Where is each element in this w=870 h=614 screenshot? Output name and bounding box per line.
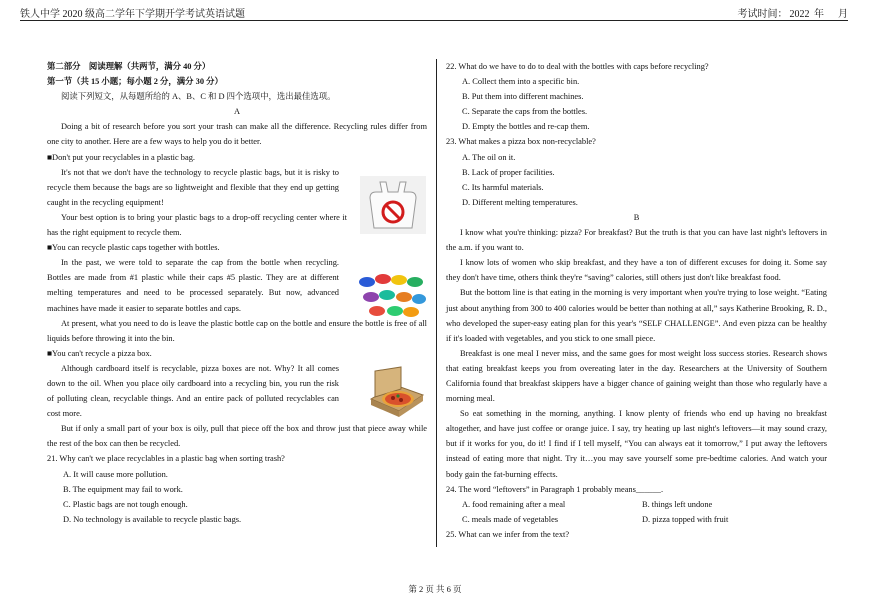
- tip2-paragraph-1: In the past, we were told to separate the cap from the bottle when recycling. Bottles are made from #1 plastic while their caps #5 plastic. They are at different melting temperatures and need to be processed separately. But now, advanced machines have made it easier to separate bottles and caps.: [47, 258, 339, 313]
- question-21: 21. Why can't we place recyclables in a plastic bag when sorting trash?: [47, 454, 285, 464]
- q21-option-d: D. No technology is available to recycle plastic bags.: [63, 514, 242, 524]
- q24-option-a: A. food remaining after a meal: [462, 499, 566, 509]
- page-number: 第 2 页 共 6 页: [408, 584, 462, 594]
- q24-options-row-2: [446, 512, 827, 527]
- q24-options-row-1: [446, 497, 827, 512]
- exam-time-label: 考试时间：: [737, 9, 788, 20]
- exam-year: 2022: [789, 9, 810, 20]
- year-suffix: 年: [814, 9, 824, 20]
- passage-b-paragraph-2: I know lots of women who skip breakfast, and they have a ton of different excuses for doing it. Some say they don't have time, others think they're “saving” calories, still others just don't like breakfast food.: [446, 258, 827, 283]
- column-divider: [436, 59, 437, 547]
- q23-option-d: D. Different melting temperatures.: [462, 197, 578, 207]
- q21-option-b: B. The equipment may fail to work.: [63, 484, 183, 494]
- q22-option-c: C. Separate the caps from the bottles.: [462, 107, 588, 117]
- q24-option-c: C. meals made of vegetables: [462, 514, 559, 524]
- plastic-caps-image: [357, 270, 427, 318]
- tip2-title: ■You can recycle plastic caps together with bottles.: [47, 243, 220, 253]
- passage-b-paragraph-3: But the bottom line is that eating in the morning is very important when you're trying to lose weight. “Eating just about anything from 300 to 400 calories would be better than nothing at all,” says Katherine Brooking, R. D., who developed the super-easy eating plan for this year's “SELF CHALLENGE”. And even pizza can be healthy if it's loaded with vegetables, and you stick to one small piece.: [446, 288, 827, 343]
- tip1-title: ■Don't put your recyclables in a plastic bag.: [47, 152, 195, 162]
- passage-b-letter: B: [633, 212, 640, 222]
- q24-option-b: B. things left undone: [642, 499, 713, 509]
- question-22: 22. What do we have to do to deal with the bottles with caps before recycling?: [446, 62, 709, 71]
- passage-b-paragraph-1: I know what you're thinking: pizza? For breakfast? But the truth is that you can have last night's leftovers in the a.m. if you want to.: [446, 228, 827, 253]
- subsection-heading: 第一节（共 15 小题；每小题 2 分，满分 30 分）: [47, 77, 223, 87]
- q23-option-c: C. Its harmful materials.: [462, 182, 544, 192]
- passage-a-intro: Doing a bit of research before you sort your trash can make all the difference. Recycling rules differ from one city to another. Here are a few ways to help you do it better.: [47, 122, 427, 147]
- passage-b-paragraph-4: Breakfast is one meal I never miss, and the same goes for most weight loss success stories. Research shows that eating breakfast keeps you from overeating later in the day. Researchers at the University of Southern California found that breakfast skippers have a bigger chance of gaining weight than those who regularly have a morning meal.: [446, 348, 827, 404]
- q22-option-d: D. Empty the bottles and re-cap them.: [462, 122, 590, 132]
- q23-option-b: B. Lack of proper facilities.: [462, 167, 555, 177]
- q22-option-a: A. Collect them into a specific bin.: [462, 77, 580, 87]
- q22-option-b: B. Put them into different machines.: [462, 92, 584, 102]
- tip3-paragraph-2: But if only a small part of your box is oily, pull that piece off the box and throw just that piece away while the rest of the box can then be recycled.: [47, 424, 427, 449]
- tip1-paragraph-2: Your best option is to bring your plastic bags to a drop-off recycling center where it has the right equipment to recycle them.: [47, 212, 347, 238]
- tip3-title: ■You can't recycle a pizza box.: [47, 348, 152, 358]
- tip3-paragraph-1: Although cardboard itself is recyclable, pizza boxes are not. Why? It all comes down to the oil. When you place oily cardboard into a recycling bin, you run the risk of polluting clean, recyclable things. And an entire pack of polluted recyclables can cost more.: [47, 363, 339, 419]
- tip1-paragraph-1: It's not that we don't have the technology to recycle plastic bags, but it is risky to recycle them because the bags are so lightweight and flexible that they end up getting caught in the recycling equipment!: [47, 167, 339, 207]
- q24-option-d: D. pizza topped with fruit: [642, 514, 729, 524]
- section-heading: 第二部分 阅读理解（共两节，满分 40 分）: [47, 62, 211, 71]
- question-23: 23. What makes a pizza box non-recyclable?: [446, 137, 596, 147]
- tip2-paragraph-2: At present, what you need to do is leave the plastic bottle cap on the bottle and ensure the bottle is free of all liquids before throwing it into the bin.: [47, 318, 427, 343]
- pizza-box-image: [365, 365, 427, 427]
- q21-option-c: C. Plastic bags are not tough enough.: [63, 499, 188, 509]
- exam-title: 铁人中学 2020 级高二学年下学期开学考试英语试题: [20, 9, 245, 20]
- no-plastic-bag-image: [360, 176, 426, 234]
- q23-option-a: A. The oil on it.: [462, 152, 516, 162]
- month-suffix: 月: [838, 9, 848, 20]
- question-25: 25. What can we infer from the text?: [446, 529, 570, 539]
- passage-b-paragraph-5: So eat something in the morning, anything. I know plenty of friends who end up having no breakfast altogether, and have just coffee or orange juice. I say, try heating up last night's leftovers—it may sound crazy, but if it works for you, do it! I find if I tell myself, “You can always eat it tomorrow,” I put away the leftovers instead of eating more that night. Try it…you may save yourself some pre-bedtime calories. And watch your body gain the fat-burning effects.: [446, 409, 827, 479]
- instruction: 阅读下列短文，从每题所给的 A、B、C 和 D 四个选项中，选出最佳选项。: [61, 92, 336, 102]
- question-24: 24. The word “leftovers” in Paragraph 1 probably means______.: [446, 484, 664, 494]
- passage-a-letter: A: [233, 107, 241, 117]
- header-rule: [20, 20, 848, 21]
- exam-time: [738, 5, 849, 21]
- q21-option-a: A. It will cause more pollution.: [63, 469, 168, 479]
- right-column: [446, 59, 827, 542]
